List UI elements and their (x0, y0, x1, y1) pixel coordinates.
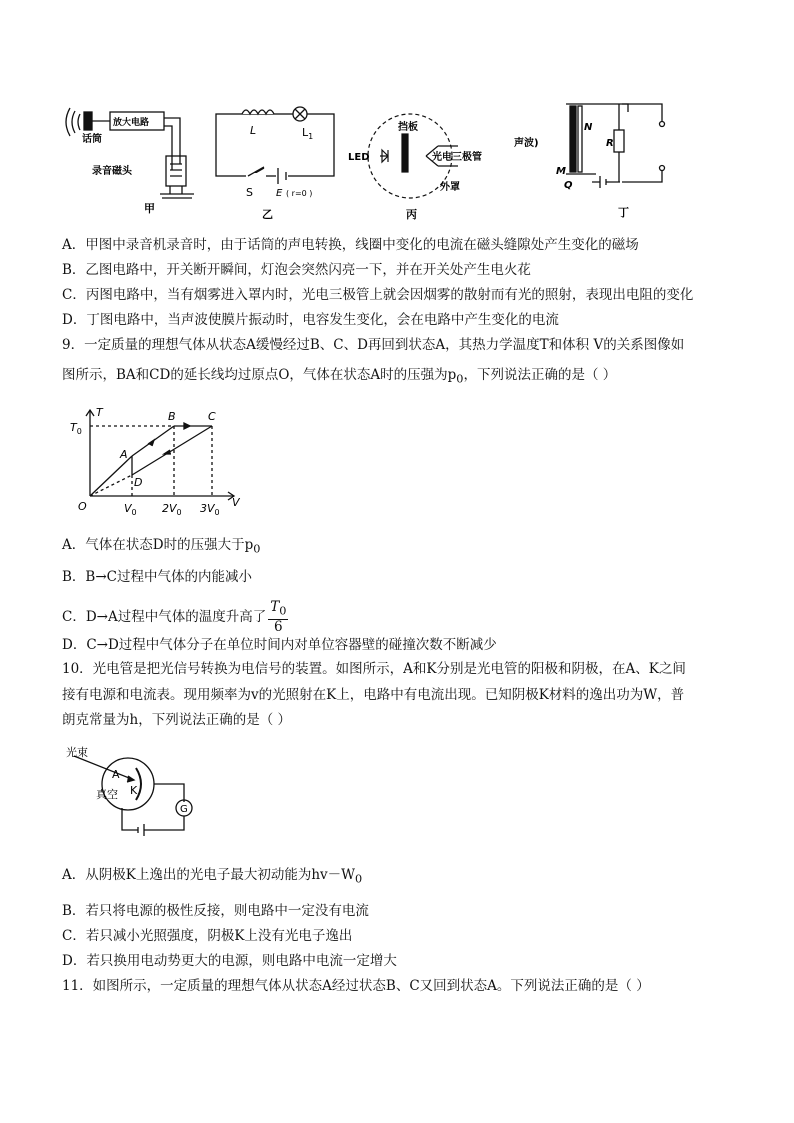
jia-head-label: 录音磁头 (92, 166, 132, 177)
bing-diode-label: 光电三极管 (432, 152, 482, 163)
q9-frac-num: T (270, 599, 280, 615)
q10-stem-line2: 接有电源和电流表。现用频率为v的光照射在K上，电路中有电流出现。已知阴极K材料的逸出功为W，普 (62, 687, 685, 703)
q10-beam-label: 光束 (66, 746, 88, 759)
yi-caption: 乙 (262, 208, 273, 221)
axis-T-label: T (96, 406, 103, 419)
figure-yi (216, 107, 334, 184)
tick-V0-main: V (124, 502, 132, 515)
ding-sound-label: 声波) (514, 138, 539, 149)
yi-S-label: S (246, 186, 253, 199)
tick-V0-sub: 0 (131, 508, 137, 517)
point-C-label: C (208, 410, 216, 423)
yi-L-label: L (250, 124, 257, 137)
q9-option-a-sub: 0 (253, 542, 261, 556)
q9-option-b: B．B→C过程中气体的内能减小 (62, 569, 252, 585)
q9-frac-num-sub: 0 (279, 604, 287, 618)
tick-3V0-sub: 0 (214, 508, 220, 517)
tick-T0-sub: 0 (76, 427, 82, 436)
q8-option-d: D．丁图电路中，当声波使膜片振动时，电容发生变化，会在电路中产生变化的电流 (62, 312, 559, 328)
bing-led-label: LED (348, 152, 370, 163)
point-D-label: D (134, 476, 143, 489)
q11-stem-line1: 11．如图所示，一定质量的理想气体从状态A经过状态B、C又回到状态A。下列说法正确的是（ ） (62, 978, 650, 994)
q9-option-a (62, 536, 260, 559)
q10-option-c: C．若只减小光照强度，阴极K上没有光电子逸出 (62, 928, 353, 944)
jia-caption: 甲 (144, 202, 155, 215)
yi-E-label: E (276, 188, 283, 199)
jia-amp-label: 放大电路 (113, 118, 150, 128)
q9-option-c-main: C．D→A过程中气体的温度升高了 (62, 608, 267, 625)
ding-caption: 丁 (618, 206, 629, 219)
q9-stem-line1: 9．一定质量的理想气体从状态A缓慢经过B、C、D再回到状态A，其热力学温度T和体积 V的关系图像如 (62, 337, 685, 353)
ding-Q-label: Q (564, 180, 573, 191)
bing-board-label: 挡板 (398, 122, 418, 133)
jia-mic-label: 话筒 (82, 134, 102, 145)
q9-option-d: D．C→D过程中气体分子在单位时间内对单位容器壁的碰撞次数不断减少 (62, 637, 497, 653)
ding-M-label: M (556, 166, 566, 177)
q9-frac-den: 6 (274, 618, 283, 635)
q10-option-a (62, 866, 362, 889)
bing-caption: 丙 (406, 208, 417, 221)
point-A-label: A (120, 448, 128, 461)
yi-E-note: ( r=0 ) (286, 189, 313, 198)
tick-2V0-main: 2V (162, 502, 177, 515)
q10-A-label: A (112, 768, 120, 781)
tick-3V0 (200, 502, 220, 517)
ding-N-label: N (584, 122, 593, 133)
figure-ding (566, 104, 665, 188)
q9-stem-sub: 0 (456, 372, 464, 386)
q10-option-a-main: A．从阴极K上逸出的光电子最大初动能为hv－W (62, 867, 356, 883)
q8-option-a: A．甲图中录音机录音时，由于话筒的声电转换，线圈中变化的电流在磁头缝隙处产生变化的磁场 (62, 237, 639, 253)
q9-stem-tail: ，下列说法正确的是（ ） (463, 367, 617, 383)
q9-option-a-main: A．气体在状态D时的压强大于p (62, 537, 254, 553)
q9-option-c (62, 600, 288, 635)
q10-stem-line1: 10．光电管是把光信号转换为电信号的装置。如图所示，A和K分别是光电管的阳极和阴极，在A、K之间 (62, 661, 686, 677)
q9-stem-line2 (62, 366, 616, 389)
tick-2V0 (162, 502, 182, 517)
q10-phototube-figure (62, 746, 212, 836)
yi-L1-main: L (302, 126, 309, 139)
q10-stem-line3: 朗克常量为h，下列说法正确的是（ ） (62, 712, 291, 728)
q8-option-c: C．丙图电路中，当有烟雾进入罩内时，光电三极管上就会因烟雾的散射而有光的照射，表现出电阻的变化 (62, 287, 694, 303)
axis-V-label: V (232, 496, 240, 509)
q9-option-c-fraction (268, 600, 288, 635)
tick-T0 (70, 421, 82, 436)
point-B-label: B (168, 410, 176, 423)
q9-tv-graph (62, 404, 262, 520)
yi-L1-label (302, 126, 313, 141)
tick-3V0-main: 3V (200, 502, 215, 515)
q10-option-a-sub: 0 (355, 872, 363, 886)
ding-R-label: R (606, 138, 614, 149)
bing-cover-label: 外罩 (440, 182, 460, 193)
tick-T0-main: T (70, 421, 77, 434)
q8-option-b: B．乙图电路中，开关断开瞬间，灯泡会突然闪亮一下，并在开关处产生电火花 (62, 262, 531, 278)
q10-K-label: K (130, 784, 138, 797)
figures-top (62, 94, 702, 222)
yi-L1-sub: 1 (308, 132, 314, 141)
origin-O-label: O (78, 500, 87, 513)
tick-V0 (124, 502, 137, 517)
q10-option-b: B．若只将电源的极性反接，则电路中一定没有电流 (62, 903, 369, 919)
q9-stem-main: 图所示，BA和CD的延长线均过原点O，气体在状态A时的压强为p (62, 367, 457, 383)
q10-option-d: D．若只换用电动势更大的电源，则电路中电流一定增大 (62, 953, 397, 969)
tick-2V0-sub: 0 (176, 508, 182, 517)
q10-G-label: G (180, 804, 188, 815)
q10-vacuum-label: 真空 (96, 788, 118, 801)
